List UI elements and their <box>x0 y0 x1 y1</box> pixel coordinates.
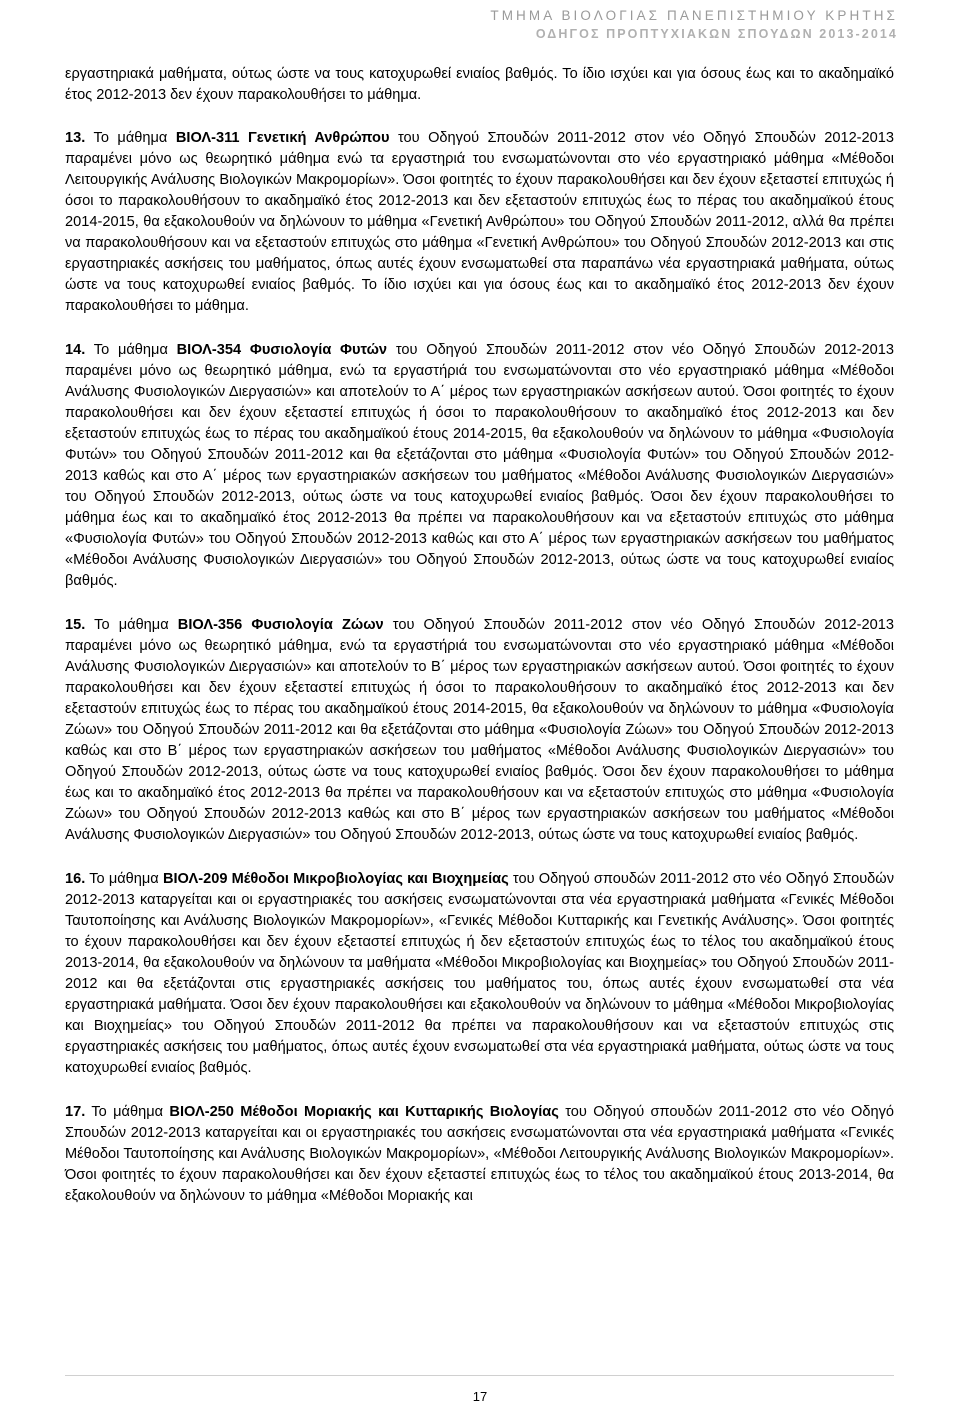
item-lead: Το μάθημα <box>89 871 159 887</box>
item-lead: Το μάθημα <box>91 1104 164 1120</box>
list-item-16 <box>65 869 894 1079</box>
item-lead: Το μάθημα <box>94 617 169 633</box>
item-text: του Οδηγού σπουδών 2011-2012 στο νέο Οδηγό Σπουδών 2012-2013 καταργείται και οι εργαστηριακές του ασκήσεις ενσωματώνονται στα νέα εργαστηριακά μαθήματα «Γενικές Μέθοδοι Ταυτοποίησης και Ανάλυσης Βιολογικών Μακρομορίων», «Γενικές Μέθοδοι Κυτταρικής και Γενετικής Ανάλυσης». Όσοι φοιτητές το έχουν παρακολουθήσει και δεν έχουν εξεταστεί επιτυχώς ή δεν εξεταστούν επιτυχώς έως το τέλος του ακαδημαϊκού έτους 2013-2014, θα εξακολουθούν να δηλώνουν τα μαθήματα «Μέθοδοι Μικροβιολογίας και Βιοχημείας» του Οδηγού Σπουδών 2011-2012 και θα εξετάζονται στις εργαστηριακές ασκήσεις του μαθήματος του, όπως αυτές έχουν ενσωματωθεί στα νέα εργαστηριακά μαθήματα. Όσοι δεν έχουν παρακολουθήσει και εξακολουθούν να δηλώνουν το μάθημα «Μέθοδοι Μικροβιολογίας και Βιοχημείας» του Οδηγού Σπουδών 2011-2012 θα πρέπει να παρακολουθήσουν και να εξεταστούν επιτυχώς στις εργαστηριακές ασκήσεις του μαθήματος, όπως αυτές έχουν ενσωματωθεί στα νέα εργαστηριακά μαθήματα, ούτως ώστε να τους κατοχυρωθεί ενιαίος βαθμός. <box>65 871 894 1076</box>
course-code-title: ΒΙΟΛ-209 Μέθοδοι Μικροβιολογίας και Βιοχημείας <box>162 871 509 887</box>
item-number: 13. <box>65 130 86 146</box>
item-number: 16. <box>65 871 86 887</box>
list-item-13 <box>65 128 894 317</box>
header-guide-title: ΟΔΗΓΟΣ ΠΡΟΠΤΥΧΙΑΚΩΝ ΣΠΟΥΔΩΝ 2013-2014 <box>535 27 898 41</box>
course-code-title: ΒΙΟΛ-311 Γενετική Ανθρώπου <box>175 130 390 146</box>
continuation-paragraph: εργαστηριακά μαθήματα, ούτως ώστε να τους κατοχυρωθεί ενιαίος βαθμός. Το ίδιο ισχύει και για όσους έως και το ακαδημαϊκό έτος 2012-2013 δεν έχουν παρακολουθήσει το μάθημα. <box>65 66 894 103</box>
item-number: 14. <box>65 342 86 358</box>
footer-divider <box>65 1375 894 1376</box>
item-number: 17. <box>65 1104 86 1120</box>
item-lead: Το μάθημα <box>93 130 168 146</box>
item-text: του Οδηγού Σπουδών 2011-2012 στον νέο Οδηγό Σπουδών 2012-2013 παραμένει μόνο ως θεωρητικό μάθημα ενώ τα εργαστηριά του ενσωματώνονται στο νέο εργαστηριακό μάθημα «Μέθοδοι Λειτουργικής Ανάλυσης Βιολογικών Μακρομορίων». Όσοι φοιτητές το έχουν παρακολουθήσει και δεν έχουν εξεταστεί επιτυχώς ή όσοι το παρακολουθήσουν το ακαδημαϊκό έτος 2012-2013 και δεν εξεταστούν επιτυχώς έως το πέρας του ακαδημαϊκού έτους 2014-2015, θα εξακολουθούν να δηλώνουν το μάθημα «Γενετική Ανθρώπου» του Οδηγού Σπουδών 2011-2012, αλλά θα πρέπει να παρακολουθήσουν και να εξεταστούν επιτυχώς στο μάθημα «Γενετική Ανθρώπου» του Οδηγού Σπουδών 2012-2013 και στις εργαστηριακές ασκήσεις του μαθήματος, όπως αυτές έχουν ενσωματωθεί στα παραπάνω νέα εργαστηριακά μαθήματα, ούτως ώστε να τους κατοχυρωθεί ενιαίος βαθμός. Το ίδιο ισχύει και για όσους έως και το ακαδημαϊκό έτος 2012-2013 δεν έχουν παρακολουθήσει το μάθημα. <box>65 130 895 314</box>
list-item-17 <box>65 1102 894 1207</box>
header-department: ΤΜΗΜΑ ΒΙΟΛΟΓΙΑΣ ΠΑΝΕΠΙΣΤΗΜΙΟΥ ΚΡΗΤΗΣ <box>490 8 898 23</box>
list-item-14 <box>65 340 894 592</box>
document-body <box>65 64 894 1230</box>
item-lead: Το μάθημα <box>93 342 168 358</box>
list-item-15 <box>65 615 894 846</box>
course-code-title: ΒΙΟΛ-356 Φυσιολογία Ζώων <box>177 617 384 633</box>
course-code-title: ΒΙΟΛ-354 Φυσιολογία Φυτών <box>176 342 388 358</box>
item-number: 15. <box>65 617 86 633</box>
item-text: του Οδηγού Σπουδών 2011-2012 στον νέο Οδηγό Σπουδών 2012-2013 παραμένει μόνο ως θεωρητικό μάθημα, ενώ τα εργαστήριά του ενσωματώνονται στο νέο εργαστηριακό μάθημα «Μέθοδοι Ανάλυσης Φυσιολογικών Διεργασιών» και αποτελούν το Β΄ μέρος των εργαστηριακών ασκήσεων αυτού. Όσοι φοιτητές το έχουν παρακολουθήσει και δεν έχουν εξεταστεί επιτυχώς ή όσοι το παρακολουθήσουν το ακαδημαϊκό έτος 2012-2013 και δεν εξεταστούν επιτυχώς έως το πέρας του ακαδημαϊκού έτους 2014-2015, θα εξακολουθούν να δηλώνουν το μάθημα «Φυσιολογία Ζώων» του Οδηγού Σπουδών 2011-2012 και θα εξετάζονται στο μάθημα «Φυσιολογία Ζώων» του Οδηγού Σπουδών 2012-2013 καθώς και στο Β΄ μέρος των εργαστηριακών ασκήσεων του μαθήματος «Μέθοδοι Ανάλυσης Φυσιολογικών Διεργασιών» του Οδηγού Σπουδών 2012-2013, ούτως ώστε να τους κατοχυρωθεί ενιαίος βαθμός. Όσοι δεν έχουν παρακολουθήσει το μάθημα έως και το ακαδημαϊκό έτος 2012-2013 θα πρέπει να παρακολουθήσουν και να εξεταστούν επιτυχώς στο μάθημα «Φυσιολογία Ζώων» του Οδηγού Σπουδών 2012-2013 καθώς και στο Β΄ μέρος των εργαστηριακών ασκήσεων του μαθήματος «Μέθοδοι Ανάλυσης Φυσιολογικών Διεργασιών» του Οδηγού Σπουδών 2012-2013, ούτως ώστε να τους κατοχυρωθεί ενιαίος βαθμός. <box>65 617 894 843</box>
item-text: του Οδηγού σπουδών 2011-2012 στο νέο Οδηγό Σπουδών 2012-2013 καταργείται και οι εργαστηριακές του ασκήσεις ενσωματώνονται στα νέα εργαστηριακά μαθήματα «Γενικές Μέθοδοι Ταυτοποίησης και Ανάλυσης Βιολογικών Μακρομορίων», «Μέθοδοι Λειτουργικής Ανάλυσης Βιολογικών Μακρομορίων». Όσοι φοιτητές το έχουν παρακολουθήσει και δεν έχουν εξεταστεί επιτυχώς έως το τέλος του ακαδημαϊκού έτους 2013-2014, θα εξακολουθούν να δηλώνουν το μάθημα «Μέθοδοι Μοριακής και <box>65 1104 894 1204</box>
page-number: 17 <box>472 1389 488 1404</box>
item-text: του Οδηγού Σπουδών 2011-2012 στον νέο Οδηγό Σπουδών 2012-2013 παραμένει μόνο ως θεωρητικό μάθημα, ενώ τα εργαστήριά του ενσωματώνονται στο νέο εργαστηριακό μάθημα «Μέθοδοι Ανάλυσης Φυσιολογικών Διεργασιών» και αποτελούν το Α΄ μέρος των εργαστηριακών ασκήσεων αυτού. Όσοι φοιτητές το έχουν παρακολουθήσει και δεν έχουν εξεταστεί επιτυχώς ή όσοι το παρακολουθήσουν το ακαδημαϊκό έτος 2012-2013 και δεν εξεταστούν επιτυχώς έως το πέρας του ακαδημαϊκού έτους 2014-2015, θα εξακολουθούν να δηλώνουν το μάθημα «Φυσιολογία Φυτών» του Οδηγού Σπουδών 2011-2012 και θα εξετάζονται στο μάθημα «Φυσιολογία Φυτών» του Οδηγού Σπουδών 2012-2013 καθώς και στο Α΄ μέρος των εργαστηριακών ασκήσεων του μαθήματος «Μέθοδοι Ανάλυσης Φυσιολογικών Διεργασιών» του Οδηγού Σπουδών 2012-2013, ούτως ώστε να τους κατοχυρωθεί ενιαίος βαθμός. Όσοι δεν έχουν παρακολουθήσει το μάθημα έως και το ακαδημαϊκό έτος 2012-2013 θα πρέπει να παρακολουθήσουν και να εξεταστούν επιτυχώς στο μάθημα «Φυσιολογία Φυτών» του Οδηγού Σπουδών 2012-2013 καθώς και στο Α΄ μέρος των εργαστηριακών ασκήσεων του μαθήματος «Μέθοδοι Ανάλυσης Φυσιολογικών Διεργασιών» του Οδηγού Σπουδών 2012-2013, ούτως ώστε να τους κατοχυρωθεί ενιαίος βαθμός. <box>65 342 894 589</box>
course-code-title: ΒΙΟΛ-250 Μέθοδοι Μοριακής και Κυτταρικής Βιολογίας <box>169 1104 559 1120</box>
running-header <box>198 7 898 43</box>
